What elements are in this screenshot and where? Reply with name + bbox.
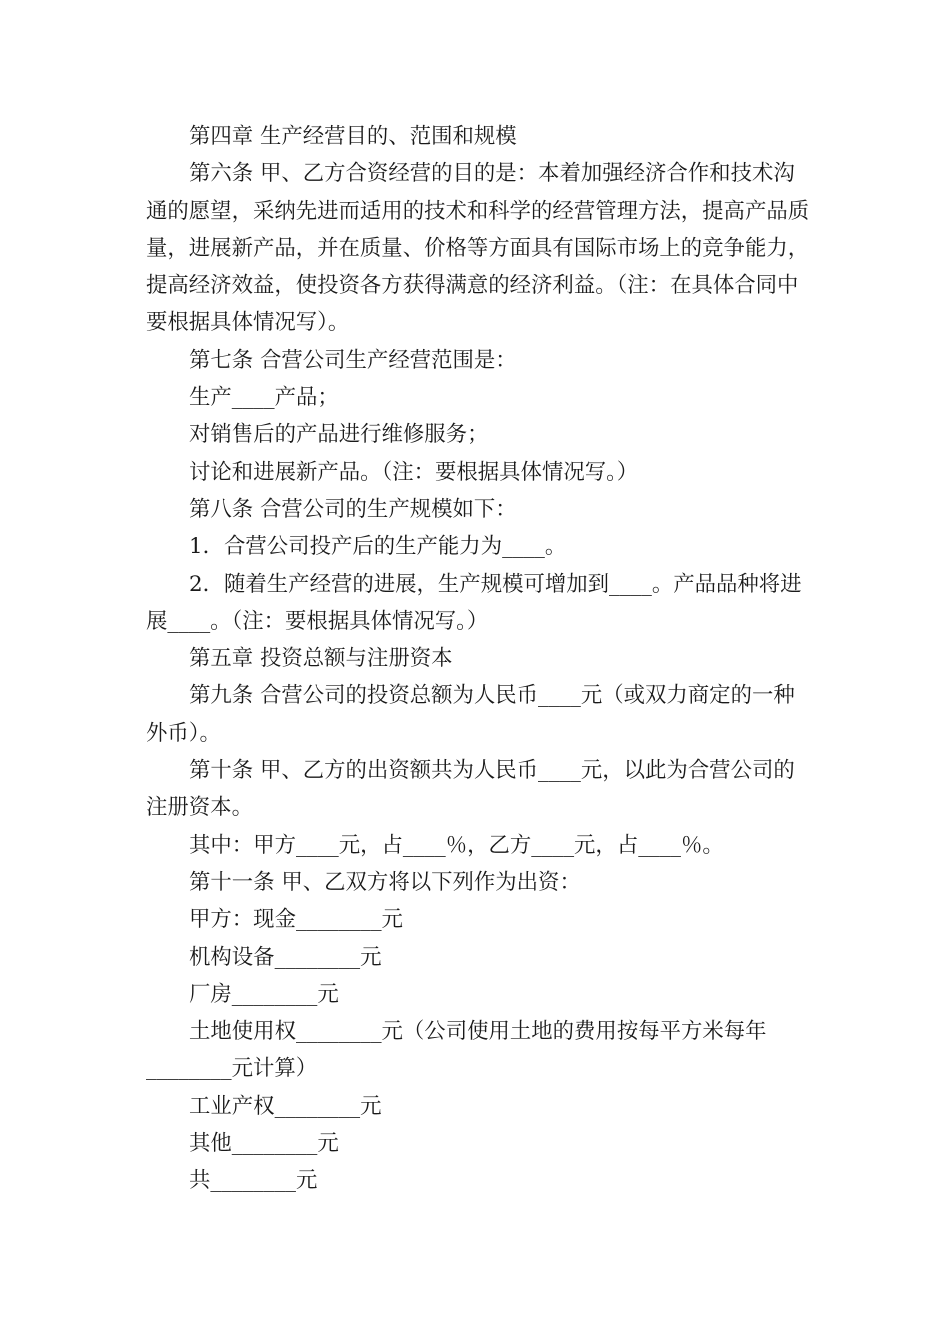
article-11-paragraph: 第十一条 甲、乙双方将以下列作为出资： — [189, 869, 581, 895]
contribution-factory: 厂房________元 — [189, 981, 339, 1007]
document-body — [146, 118, 814, 1200]
contribution-other: 其他________元 — [189, 1131, 339, 1157]
article-10-paragraph: 第十条 甲、乙方的出资额共为人民币____元，以此为合营公司的注册资本。 — [146, 758, 795, 821]
contribution-cash: 甲方：现金________元 — [189, 907, 403, 933]
contribution-land-use-right: 土地使用权________元（公司使用土地的费用按每平方米每年________元计算） — [146, 1019, 767, 1082]
scope-item-maintenance: 对销售后的产品进行维修服务； — [189, 422, 489, 448]
capital-split-paragraph: 其中：甲方____元，占____％，乙方____元，占____％。 — [189, 832, 724, 858]
scope-item-production: 生产____产品； — [189, 385, 339, 411]
article-6-paragraph: 第六条 甲、乙方合资经营的目的是：本着加强经济合作和技术沟通的愿望，采纳先进而适用的技术和科学的经营管理方法，提高产品质量，进展新产品，并在质量、价格等方面具有国际市场上的竞争能力，提高经济效益，使投资各方获得满意的经济利益。（注：在具体合同中要根据具体情况写）。 — [146, 161, 810, 336]
scale-item-2: 2．随着生产经营的进展，生产规模可增加到____。产品品种将进展____。（注：要根据具体情况写。） — [146, 571, 802, 634]
scale-item-1: 1．合营公司投产后的生产能力为____。 — [189, 534, 567, 560]
article-7-paragraph: 第七条 合营公司生产经营范围是： — [189, 347, 517, 373]
contribution-industrial-property: 工业产权________元 — [189, 1093, 382, 1119]
article-9-paragraph: 第九条 合营公司的投资总额为人民币____元（或双力商定的一种外币）。 — [146, 683, 795, 746]
scope-item-research: 讨论和进展新产品。（注：要根据具体情况写。） — [189, 459, 639, 485]
contribution-equipment: 机构设备________元 — [189, 944, 382, 970]
chapter-4-heading: 第四章 生产经营目的、范围和规模 — [189, 124, 517, 149]
article-8-paragraph: 第八条 合营公司的生产规模如下： — [189, 496, 517, 522]
chapter-5-heading: 第五章 投资总额与注册资本 — [189, 646, 453, 672]
contribution-total: 共________元 — [189, 1168, 318, 1194]
